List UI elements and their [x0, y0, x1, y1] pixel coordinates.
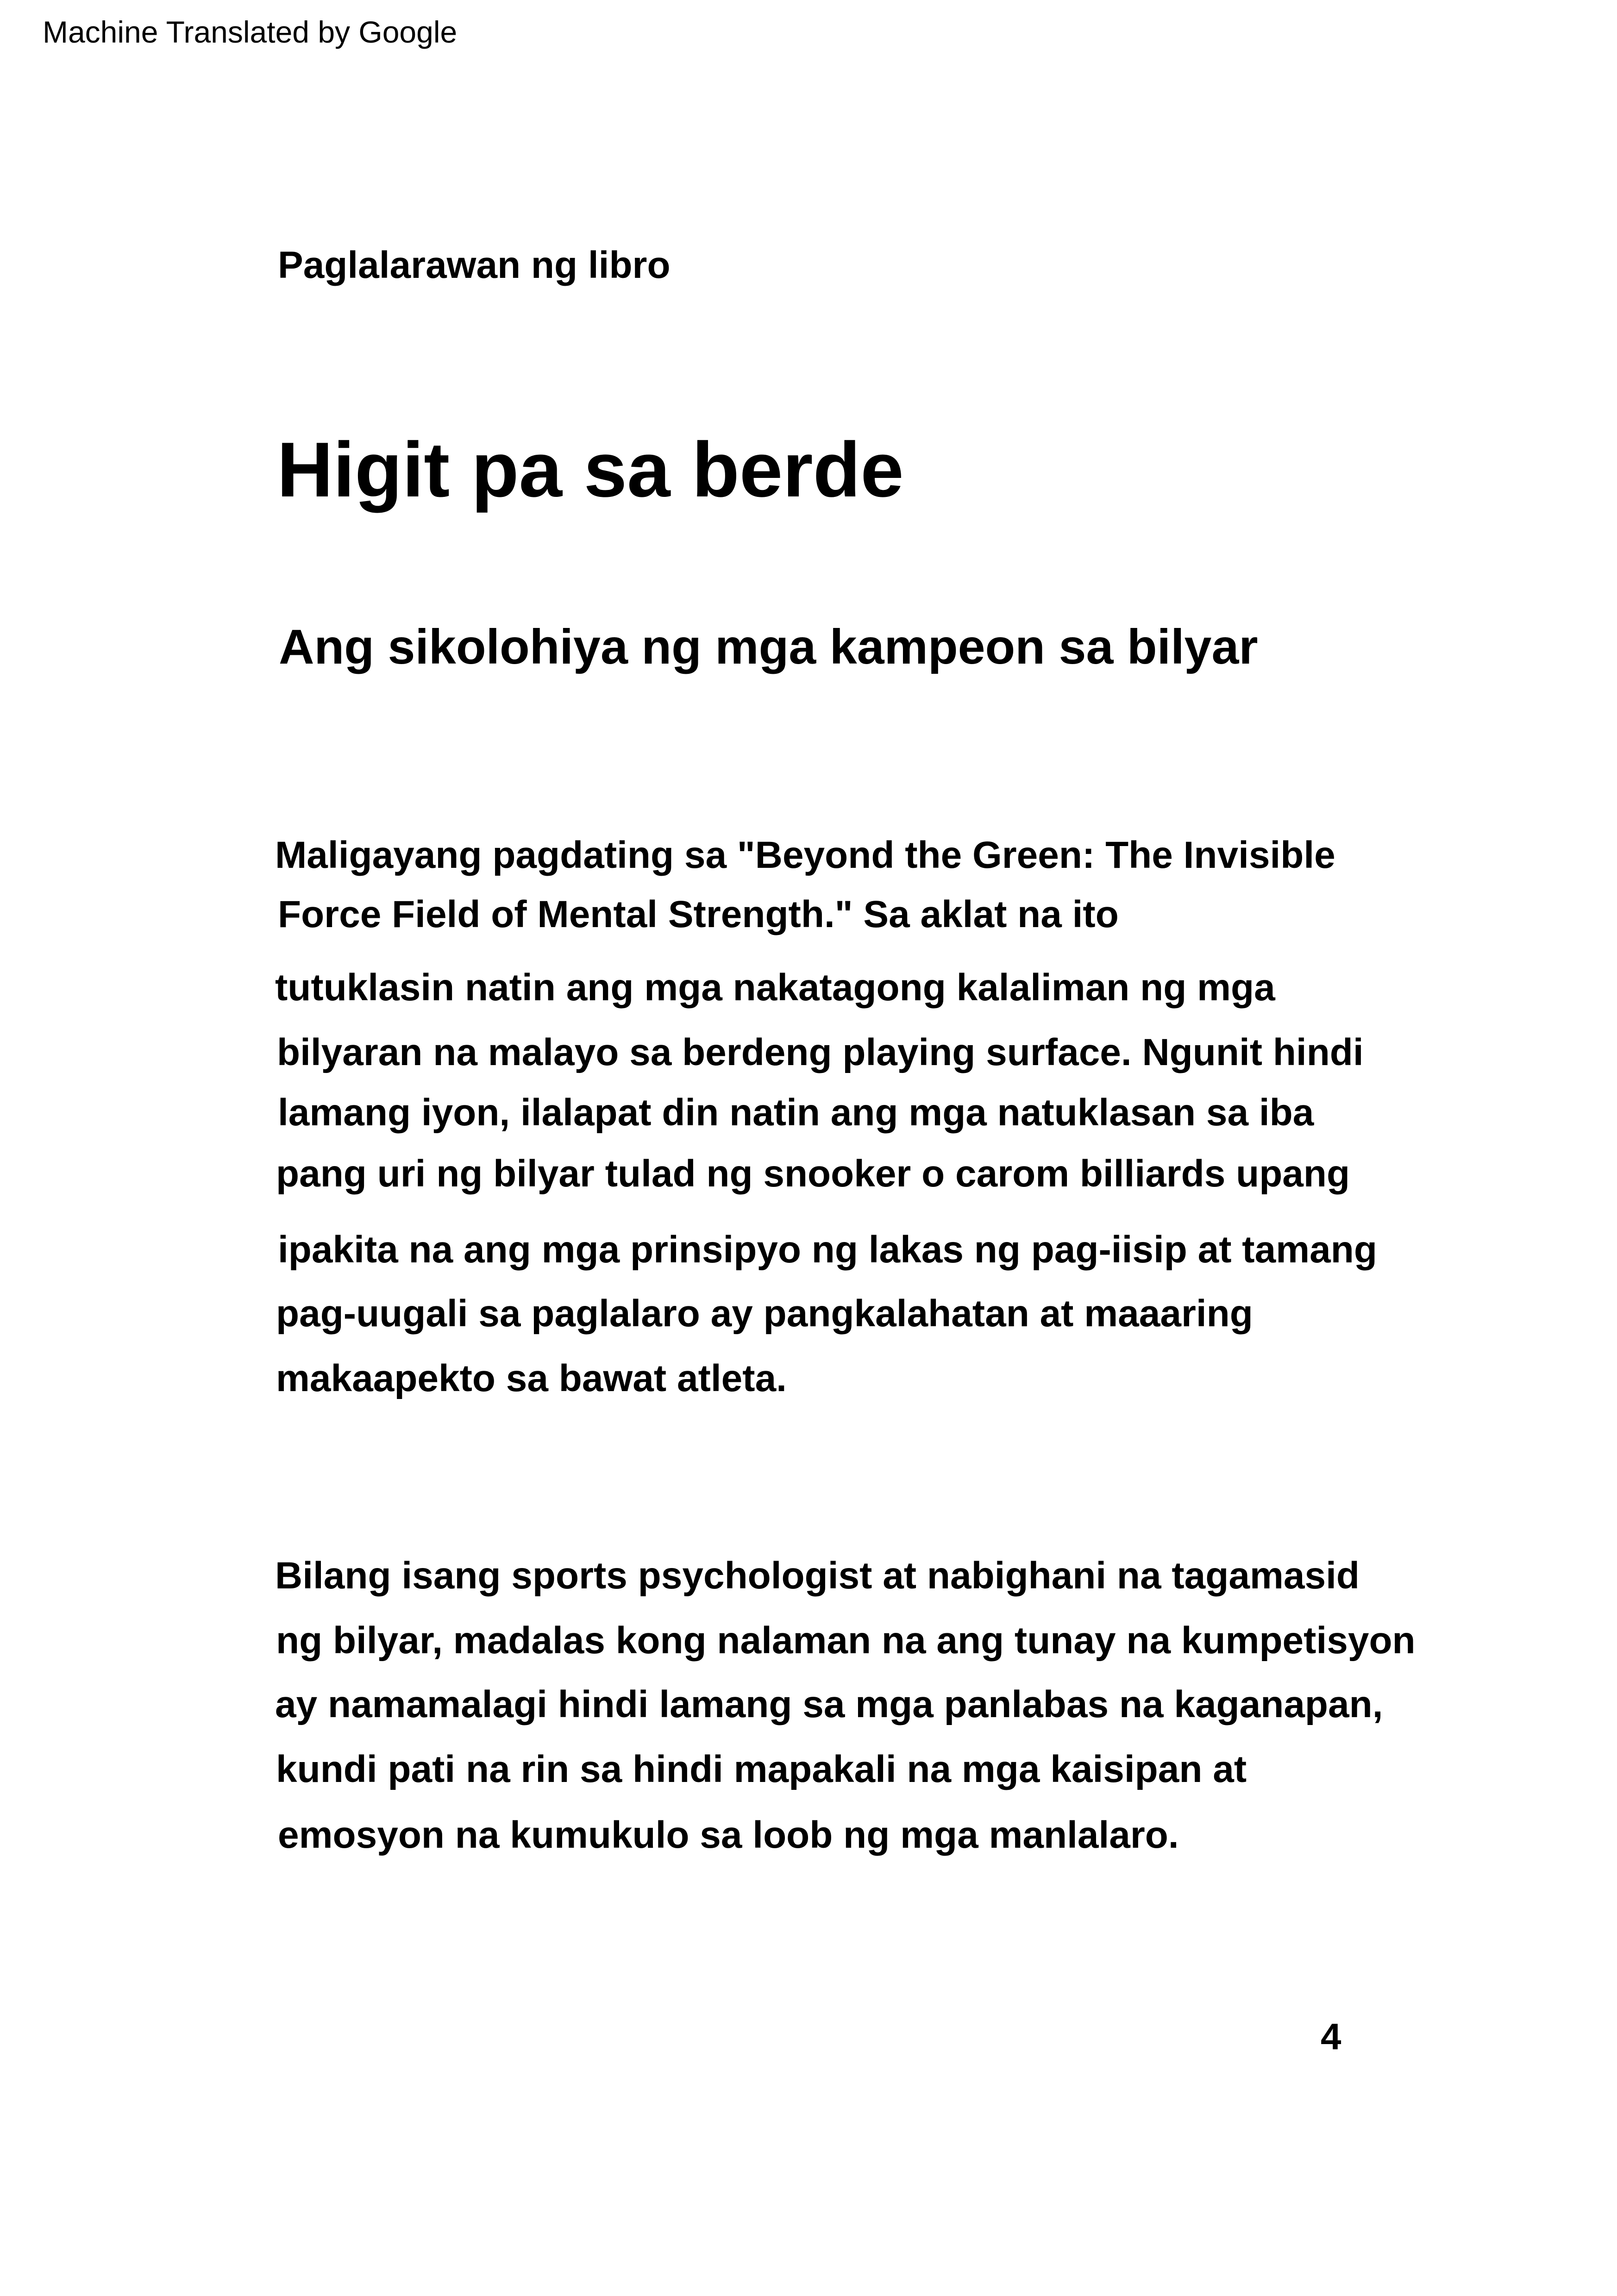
- paragraph-line: ay namamalagi hindi lamang sa mga panlabas na kaganapan,: [275, 1683, 1383, 1725]
- paragraph-line: pag-uugali sa paglalaro ay pangkalahatan at maaaring: [276, 1292, 1253, 1335]
- machine-translation-watermark: Machine Translated by Google: [43, 15, 458, 49]
- paragraph-line: makaapekto sa bawat atleta.: [276, 1357, 787, 1399]
- paragraph-line: Maligayang pagdating sa "Beyond the Green: The Invisible: [275, 834, 1335, 876]
- paragraph-line: ipakita na ang mga prinsipyo ng lakas ng pag-iisip at tamang: [278, 1229, 1377, 1271]
- paragraph-line: tutuklasin natin ang mga nakatagong kalaliman ng mga: [275, 966, 1275, 1009]
- paragraph-line: pang uri ng bilyar tulad ng snooker o carom billiards upang: [276, 1153, 1350, 1195]
- paragraph-line: lamang iyon, ilalapat din natin ang mga natuklasan sa iba: [278, 1092, 1314, 1134]
- page-number: 4: [1321, 2016, 1341, 2057]
- book-title: Higit pa sa berde: [277, 426, 904, 513]
- paragraph-line: emosyon na kumukulo sa loob ng mga manlalaro.: [278, 1814, 1179, 1856]
- paragraph-line: ng bilyar, madalas kong nalaman na ang tunay na kumpetisyon: [276, 1619, 1416, 1662]
- paragraph-line: kundi pati na rin sa hindi mapakali na mga kaisipan at: [276, 1748, 1247, 1790]
- section-label: Paglalarawan ng libro: [278, 244, 671, 286]
- paragraph-line: bilyaran na malayo sa berdeng playing surface. Ngunit hindi: [277, 1031, 1364, 1073]
- book-subtitle: Ang sikolohiya ng mga kampeon sa bilyar: [279, 620, 1258, 674]
- paragraph-line: Bilang isang sports psychologist at nabighani na tagamasid: [275, 1555, 1360, 1597]
- paragraph-line: Force Field of Mental Strength." Sa aklat na ito: [278, 893, 1119, 935]
